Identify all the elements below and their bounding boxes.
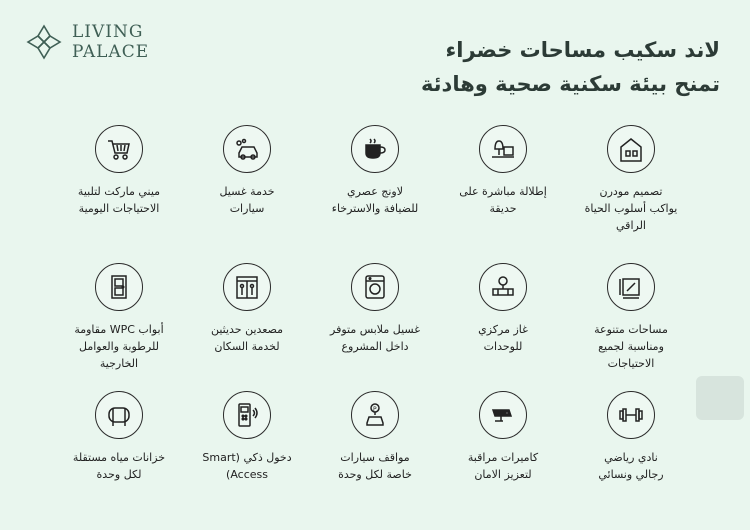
- parking-icon: [351, 391, 399, 439]
- feature-label: مصعدين حديثين لخدمة السكان: [210, 323, 284, 353]
- feature-label: مواقف سيارات خاصة لكل وحدة: [338, 451, 412, 481]
- feature-label: تصميم مودرن يواكب أسلوب الحياة الراقي: [584, 185, 678, 232]
- garden-view-icon: [479, 125, 527, 173]
- feature-laundry: [311, 263, 439, 355]
- feature-central-gas: [439, 263, 567, 355]
- feature-label: مساحات متنوعة ومناسبة لجميع الاحتياجات: [594, 323, 668, 370]
- flower-logo-icon: [24, 22, 64, 62]
- feature-label: إطلالة مباشرة على حديقة: [459, 185, 547, 215]
- feature-lounge: [311, 125, 439, 217]
- headline-line-1: لاند سكيب مساحات خضراء: [445, 38, 720, 62]
- water-tank-icon: [95, 391, 143, 439]
- feature-parking: [311, 391, 439, 483]
- feature-label: دخول ذكي (Smart Access): [202, 451, 292, 481]
- feature-gym: [567, 391, 695, 483]
- car-wash-icon: [223, 125, 271, 173]
- feature-label: غاز مركزي للوحدات: [478, 323, 528, 353]
- feature-label: نادي رياضي رجالي ونسائي: [598, 451, 664, 481]
- feature-label: أبواب WPC مقاومة للرطوبة والعوامل الخارجية: [74, 323, 164, 370]
- feature-label: ميني ماركت لتلبية الاحتياجات اليومية: [77, 185, 161, 215]
- feature-label: خزانات مياه مستقلة لكل وحدة: [72, 451, 166, 481]
- watermark-icon: [690, 368, 750, 428]
- feature-modern-design: [567, 125, 695, 234]
- washing-machine-icon: [351, 263, 399, 311]
- door-icon: [95, 263, 143, 311]
- gym-icon: [607, 391, 655, 439]
- floor-area-icon: [607, 263, 655, 311]
- svg-text:P: P: [373, 406, 377, 413]
- smart-lock-icon: [223, 391, 271, 439]
- coffee-cup-icon: [351, 125, 399, 173]
- feature-smart-access: [183, 391, 311, 483]
- feature-wpc-doors: [55, 263, 183, 372]
- cctv-camera-icon: [479, 391, 527, 439]
- brand-line-1: LIVING: [72, 22, 144, 42]
- brand-logo: [24, 22, 149, 62]
- house-icon: [607, 125, 655, 173]
- feature-mini-market: [55, 125, 183, 217]
- shopping-cart-icon: [95, 125, 143, 173]
- feature-label: كاميرات مراقبة لتعزيز الامان: [467, 451, 539, 481]
- feature-label: غسيل ملابس متوفر داخل المشروع: [330, 323, 420, 353]
- feature-cctv: [439, 391, 567, 483]
- gas-pipe-icon: [479, 263, 527, 311]
- feature-water-tanks: [55, 391, 183, 483]
- brand-line-2: PALACE: [72, 42, 150, 62]
- feature-elevators: [183, 263, 311, 355]
- feature-garden-view: [439, 125, 567, 217]
- feature-car-wash: [183, 125, 311, 217]
- headline-line-2: تمنح بيئة سكنية صحية وهادئة: [420, 72, 720, 96]
- feature-varied-spaces: [567, 263, 695, 372]
- feature-label: لاونج عصري للضيافة والاسترخاء: [331, 185, 419, 215]
- feature-label: خدمة غسيل سيارات: [219, 185, 275, 215]
- elevator-icon: [223, 263, 271, 311]
